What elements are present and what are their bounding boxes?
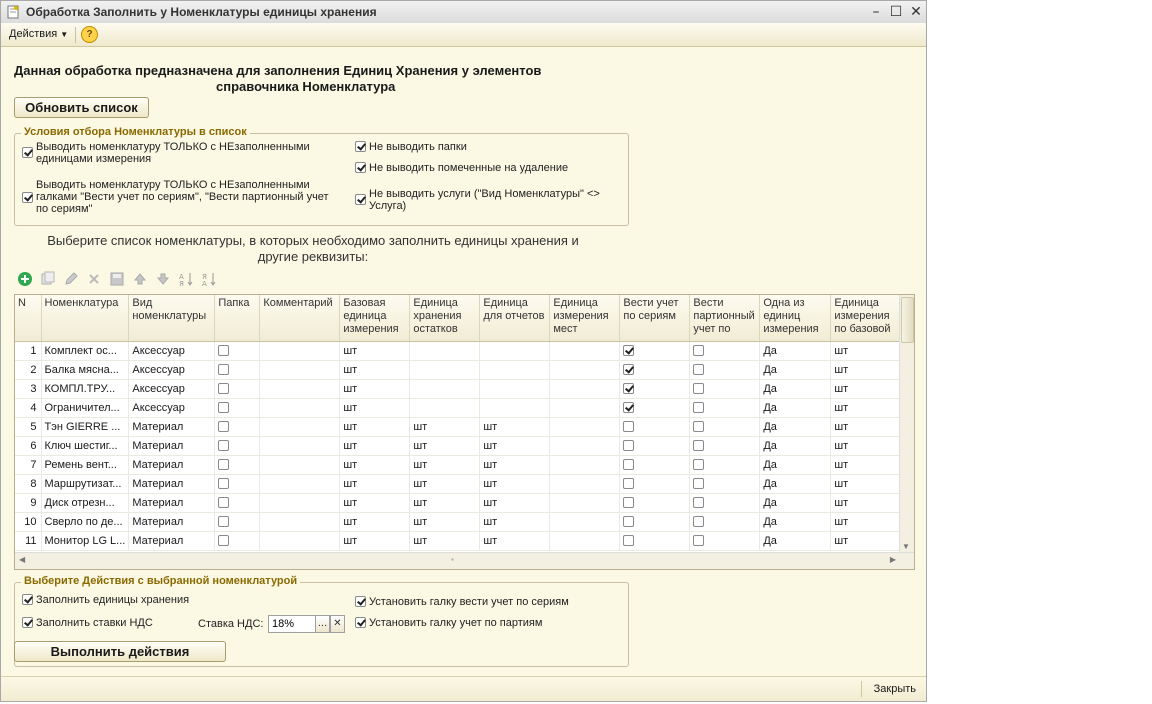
batch-checkbox[interactable] xyxy=(693,440,704,451)
cell-folder[interactable] xyxy=(215,512,260,531)
batch-checkbox[interactable] xyxy=(693,516,704,527)
table-row[interactable] xyxy=(15,531,901,550)
cell-n[interactable]: 8 xyxy=(15,474,41,493)
cell-kind[interactable]: Материал xyxy=(129,474,215,493)
separator xyxy=(861,681,862,697)
set-series-checkbox[interactable] xyxy=(355,596,366,607)
cell-by-base[interactable]: шт xyxy=(831,398,901,417)
cell-n[interactable]: 4 xyxy=(15,398,41,417)
scroll-grip-icon: ▪ xyxy=(451,555,454,564)
cell-base-unit[interactable]: шт xyxy=(340,417,410,436)
cell-name[interactable]: Ремень вент... xyxy=(41,455,129,474)
cell-series[interactable] xyxy=(620,436,690,455)
table-row[interactable] xyxy=(15,474,901,493)
cell-n[interactable]: 5 xyxy=(15,417,41,436)
filter-unfilled-units-checkbox[interactable] xyxy=(22,147,33,158)
cell-places-unit[interactable] xyxy=(550,493,620,512)
cell-comment[interactable] xyxy=(260,493,340,512)
cell-report-unit[interactable]: шт xyxy=(480,512,550,531)
cell-kind[interactable]: Аксессуар xyxy=(129,341,215,360)
cell-places-unit[interactable] xyxy=(550,398,620,417)
series-checkbox[interactable] xyxy=(623,516,634,527)
cell-storage-unit[interactable]: шт xyxy=(410,417,480,436)
cell-report-unit[interactable] xyxy=(480,360,550,379)
cell-kind[interactable]: Материал xyxy=(129,493,215,512)
table-row[interactable] xyxy=(15,379,901,398)
svg-text:A: A xyxy=(202,280,207,287)
svg-text:A: A xyxy=(179,273,184,281)
cell-places-unit[interactable] xyxy=(550,531,620,550)
folder-checkbox[interactable] xyxy=(218,497,229,508)
table-row[interactable] xyxy=(15,493,901,512)
fill-vat-checkbox[interactable] xyxy=(22,617,33,628)
choose-list-line-1: Выберите список номенклатуры, в которых необходимо заполнить единицы хранения и xyxy=(47,233,579,248)
hide-services-label: Не выводить услуги ("Вид Номенклатуры" <> Услуга) xyxy=(369,188,600,212)
cell-n[interactable]: 2 xyxy=(15,360,41,379)
cell-places-unit[interactable] xyxy=(550,417,620,436)
cell-name[interactable]: Ключ шестиг... xyxy=(41,436,129,455)
cell-comment[interactable] xyxy=(260,417,340,436)
cell-one-of[interactable]: Да xyxy=(760,474,831,493)
filter-unfilled-flags-label: Выводить номенклатуру ТОЛЬКО с НЕзаполненными галками "Вести учет по сериям", "Вести партионный учет по сериям" xyxy=(36,179,329,215)
minimize-icon[interactable]: – xyxy=(872,4,880,20)
cell-places-unit[interactable] xyxy=(550,379,620,398)
cell-base-unit[interactable]: шт xyxy=(340,531,410,550)
hide-folders-checkbox[interactable] xyxy=(355,141,366,152)
svg-text:Я: Я xyxy=(202,273,207,281)
cell-batch[interactable] xyxy=(690,417,760,436)
cell-kind[interactable]: Материал xyxy=(129,417,215,436)
cell-one-of[interactable]: Да xyxy=(760,360,831,379)
series-checkbox[interactable] xyxy=(623,478,634,489)
cell-n[interactable]: 1 xyxy=(15,341,41,360)
cell-name[interactable]: Ограничител... xyxy=(41,398,129,417)
cell-batch[interactable] xyxy=(690,455,760,474)
col-header-one-of[interactable]: Одна из единиц измерения xyxy=(760,295,831,341)
cell-base-unit[interactable]: шт xyxy=(340,474,410,493)
cell-storage-unit[interactable]: шт xyxy=(410,493,480,512)
table-header xyxy=(15,295,901,341)
run-actions-button[interactable]: Выполнить действия xyxy=(14,641,226,662)
cell-by-base[interactable]: шт xyxy=(831,493,901,512)
batch-checkbox[interactable] xyxy=(693,345,704,356)
hide-deleted-checkbox[interactable] xyxy=(355,162,366,173)
vertical-scrollbar[interactable] xyxy=(899,295,914,553)
svg-text:Я: Я xyxy=(179,280,184,287)
cell-batch[interactable] xyxy=(690,531,760,550)
cell-name[interactable]: КОМПЛ.ТРУ... xyxy=(41,379,129,398)
cell-n[interactable]: 7 xyxy=(15,455,41,474)
cell-batch[interactable] xyxy=(690,341,760,360)
col-header-places-unit[interactable]: Единица измерения мест xyxy=(550,295,620,341)
cell-places-unit[interactable] xyxy=(550,436,620,455)
cell-storage-unit[interactable]: шт xyxy=(410,455,480,474)
cell-series[interactable] xyxy=(620,379,690,398)
cell-storage-unit[interactable] xyxy=(410,341,480,360)
separator xyxy=(75,27,76,43)
save-icon[interactable] xyxy=(109,271,125,287)
cell-storage-unit[interactable] xyxy=(410,360,480,379)
col-header-by-base[interactable]: Единица измерения по базовой xyxy=(831,295,901,341)
fill-vat-label: Заполнить ставки НДС xyxy=(36,617,153,629)
cell-batch[interactable] xyxy=(690,398,760,417)
command-bar xyxy=(1,23,926,47)
cell-name[interactable]: Сверло по де... xyxy=(41,512,129,531)
vat-rate-input[interactable] xyxy=(268,615,318,633)
cell-report-unit[interactable]: шт xyxy=(480,493,550,512)
table-row[interactable] xyxy=(15,398,901,417)
delete-icon[interactable] xyxy=(86,271,102,287)
cell-kind[interactable]: Аксессуар xyxy=(129,379,215,398)
table xyxy=(15,295,901,551)
cell-one-of[interactable]: Да xyxy=(760,341,831,360)
cell-folder[interactable] xyxy=(215,531,260,550)
cell-folder[interactable] xyxy=(215,455,260,474)
cell-by-base[interactable]: шт xyxy=(831,531,901,550)
cell-base-unit[interactable]: шт xyxy=(340,341,410,360)
document-icon xyxy=(7,5,19,19)
folder-checkbox[interactable] xyxy=(218,402,229,413)
cell-kind[interactable]: Материал xyxy=(129,436,215,455)
cell-batch[interactable] xyxy=(690,493,760,512)
series-checkbox[interactable] xyxy=(623,383,634,394)
cell-series[interactable] xyxy=(620,455,690,474)
cell-folder[interactable] xyxy=(215,436,260,455)
series-checkbox[interactable] xyxy=(623,421,634,432)
folder-checkbox[interactable] xyxy=(218,516,229,527)
cell-storage-unit[interactable]: шт xyxy=(410,474,480,493)
series-checkbox[interactable] xyxy=(623,345,634,356)
series-checkbox[interactable] xyxy=(623,459,634,470)
cell-one-of[interactable]: Да xyxy=(760,398,831,417)
series-checkbox[interactable] xyxy=(623,402,634,413)
folder-checkbox[interactable] xyxy=(218,459,229,470)
folder-checkbox[interactable] xyxy=(218,421,229,432)
table-row[interactable] xyxy=(15,417,901,436)
cell-kind[interactable]: Материал xyxy=(129,455,215,474)
status-bar xyxy=(1,676,926,701)
set-batch-checkbox[interactable] xyxy=(355,617,366,628)
cell-storage-unit[interactable] xyxy=(410,398,480,417)
table-row[interactable] xyxy=(15,512,901,531)
cell-places-unit[interactable] xyxy=(550,512,620,531)
cell-name[interactable]: Балка мясна... xyxy=(41,360,129,379)
cell-comment[interactable] xyxy=(260,474,340,493)
maximize-icon[interactable]: ☐ xyxy=(889,4,903,20)
cell-storage-unit[interactable]: шт xyxy=(410,512,480,531)
cell-base-unit[interactable]: шт xyxy=(340,360,410,379)
cell-folder[interactable] xyxy=(215,360,260,379)
chevron-down-icon: ▼ xyxy=(60,30,69,39)
col-header-report-unit[interactable]: Единица для отчетов xyxy=(480,295,550,341)
actions-group-legend: Выберите Действия с выбранной номенклатурой xyxy=(21,575,300,587)
fill-units-label: Заполнить единицы хранения xyxy=(36,594,190,606)
cell-by-base[interactable]: шт xyxy=(831,455,901,474)
cell-batch[interactable] xyxy=(690,474,760,493)
cell-one-of[interactable]: Да xyxy=(760,379,831,398)
cell-storage-unit[interactable] xyxy=(410,379,480,398)
cell-series[interactable] xyxy=(620,493,690,512)
cell-by-base[interactable]: шт xyxy=(831,417,901,436)
folder-checkbox[interactable] xyxy=(218,440,229,451)
cell-report-unit[interactable] xyxy=(480,398,550,417)
cell-one-of[interactable]: Да xyxy=(760,436,831,455)
set-series-label: Установить галку вести учет по сериям xyxy=(369,596,569,608)
cell-report-unit[interactable] xyxy=(480,341,550,360)
intro-line-2: справочника Номенклатура xyxy=(216,79,396,94)
scroll-thumb[interactable] xyxy=(901,297,914,343)
cell-batch[interactable] xyxy=(690,512,760,531)
cell-comment[interactable] xyxy=(260,379,340,398)
cell-folder[interactable] xyxy=(215,341,260,360)
cell-series[interactable] xyxy=(620,360,690,379)
cell-kind[interactable]: Аксессуар xyxy=(129,398,215,417)
filter-group-legend: Условия отбора Номенклатуры в список xyxy=(21,126,250,138)
cell-folder[interactable] xyxy=(215,474,260,493)
hide-services-checkbox[interactable] xyxy=(355,194,366,205)
cell-one-of[interactable]: Да xyxy=(760,493,831,512)
cell-by-base[interactable]: шт xyxy=(831,512,901,531)
cell-batch[interactable] xyxy=(690,436,760,455)
cell-n[interactable]: 10 xyxy=(15,512,41,531)
cell-report-unit[interactable] xyxy=(480,379,550,398)
cell-n[interactable]: 11 xyxy=(15,531,41,550)
cell-comment[interactable] xyxy=(260,398,340,417)
cell-kind[interactable]: Материал xyxy=(129,512,215,531)
hide-folders-label: Не выводить папки xyxy=(369,141,467,153)
cell-by-base[interactable]: шт xyxy=(831,474,901,493)
cell-places-unit[interactable] xyxy=(550,341,620,360)
batch-checkbox[interactable] xyxy=(693,364,704,375)
copy-icon[interactable] xyxy=(40,271,56,287)
cell-series[interactable] xyxy=(620,474,690,493)
choose-list-line-2: другие реквизиты: xyxy=(257,249,369,264)
cell-kind[interactable]: Аксессуар xyxy=(129,360,215,379)
cell-n[interactable]: 6 xyxy=(15,436,41,455)
cell-report-unit[interactable]: шт xyxy=(480,417,550,436)
cell-comment[interactable] xyxy=(260,531,340,550)
col-header-base-unit[interactable]: Базовая единица измерения xyxy=(340,295,410,341)
batch-checkbox[interactable] xyxy=(693,497,704,508)
cell-one-of[interactable]: Да xyxy=(760,531,831,550)
fill-units-checkbox[interactable] xyxy=(22,594,33,605)
cell-comment[interactable] xyxy=(260,455,340,474)
cell-report-unit[interactable]: шт xyxy=(480,474,550,493)
cell-by-base[interactable]: шт xyxy=(831,360,901,379)
cell-by-base[interactable]: шт xyxy=(831,436,901,455)
edit-icon[interactable] xyxy=(63,271,79,287)
table-row[interactable] xyxy=(15,341,901,360)
col-header-comment[interactable]: Комментарий xyxy=(260,295,340,341)
cell-folder[interactable] xyxy=(215,379,260,398)
cell-series[interactable] xyxy=(620,512,690,531)
cell-comment[interactable] xyxy=(260,360,340,379)
cell-storage-unit[interactable]: шт xyxy=(410,436,480,455)
cell-report-unit[interactable]: шт xyxy=(480,455,550,474)
cell-batch[interactable] xyxy=(690,360,760,379)
filter-unfilled-units-label: Выводить номенклатуру ТОЛЬКО с НЕзаполненными единицами измерения xyxy=(36,141,310,165)
cell-batch[interactable] xyxy=(690,379,760,398)
cell-places-unit[interactable] xyxy=(550,474,620,493)
batch-checkbox[interactable] xyxy=(693,459,704,470)
move-up-icon[interactable] xyxy=(132,271,148,287)
cell-comment[interactable] xyxy=(260,512,340,531)
filter-unfilled-flags-checkbox[interactable] xyxy=(22,192,33,203)
cell-base-unit[interactable]: шт xyxy=(340,398,410,417)
clear-icon[interactable]: ✕ xyxy=(330,615,345,633)
sort-asc-icon[interactable] xyxy=(178,271,194,287)
title-bar xyxy=(1,1,926,24)
horizontal-scrollbar[interactable] xyxy=(15,552,914,569)
scroll-down-icon[interactable]: ▼ xyxy=(902,542,910,551)
scroll-left-icon[interactable]: ◀ xyxy=(19,555,26,564)
cell-series[interactable] xyxy=(620,398,690,417)
hide-deleted-label: Не выводить помеченные на удаление xyxy=(369,162,569,174)
folder-checkbox[interactable] xyxy=(218,364,229,375)
cell-places-unit[interactable] xyxy=(550,360,620,379)
cell-name[interactable]: Монитор LG L... xyxy=(41,531,129,550)
add-icon[interactable] xyxy=(17,271,33,287)
cell-one-of[interactable]: Да xyxy=(760,417,831,436)
table-row[interactable] xyxy=(15,455,901,474)
actions-menu[interactable]: Действия ▼ xyxy=(9,28,69,40)
cell-kind[interactable]: Материал xyxy=(129,531,215,550)
cell-base-unit[interactable]: шт xyxy=(340,379,410,398)
window-title: Обработка Заполнить у Номенклатуры единицы хранения xyxy=(26,5,377,19)
table-row[interactable] xyxy=(15,360,901,379)
col-header-series[interactable]: Вести учет по сериям xyxy=(620,295,690,341)
batch-checkbox[interactable] xyxy=(693,478,704,489)
intro-line-1: Данная обработка предназначена для заполнения Единиц Хранения у элементов xyxy=(14,63,542,78)
cell-comment[interactable] xyxy=(260,436,340,455)
cell-folder[interactable] xyxy=(215,493,260,512)
cell-folder[interactable] xyxy=(215,417,260,436)
col-header-folder[interactable]: Папка xyxy=(215,295,260,341)
help-icon[interactable]: ? xyxy=(81,26,98,43)
select-more-icon[interactable]: … xyxy=(315,615,330,633)
folder-checkbox[interactable] xyxy=(218,535,229,546)
cell-n[interactable]: 3 xyxy=(15,379,41,398)
col-header-batch[interactable]: Вести партионный учет по xyxy=(690,295,760,341)
cell-series[interactable] xyxy=(620,341,690,360)
cell-by-base[interactable]: шт xyxy=(831,379,901,398)
vat-rate-label: Ставка НДС: xyxy=(198,618,264,630)
move-down-icon[interactable] xyxy=(155,271,171,287)
cell-one-of[interactable]: Да xyxy=(760,455,831,474)
cell-places-unit[interactable] xyxy=(550,455,620,474)
cell-n[interactable]: 9 xyxy=(15,493,41,512)
close-icon[interactable]: ✕ xyxy=(910,4,922,20)
nomenclature-table[interactable] xyxy=(14,294,915,570)
series-checkbox[interactable] xyxy=(623,364,634,375)
cell-comment[interactable] xyxy=(260,341,340,360)
col-header-name[interactable]: Номенклатура xyxy=(41,295,129,341)
series-checkbox[interactable] xyxy=(623,535,634,546)
cell-base-unit[interactable]: шт xyxy=(340,436,410,455)
cell-base-unit[interactable]: шт xyxy=(340,455,410,474)
batch-checkbox[interactable] xyxy=(693,535,704,546)
scroll-right-icon[interactable]: ▶ xyxy=(889,555,896,564)
col-header-storage-unit[interactable]: Единица хранения остатков xyxy=(410,295,480,341)
cell-name[interactable]: Комплект ос... xyxy=(41,341,129,360)
batch-checkbox[interactable] xyxy=(693,402,704,413)
series-checkbox[interactable] xyxy=(623,440,634,451)
refresh-list-button[interactable]: Обновить список xyxy=(14,97,149,118)
cell-series[interactable] xyxy=(620,531,690,550)
col-header-n[interactable]: N xyxy=(15,295,41,341)
cell-name[interactable]: Тэн GIERRE ... xyxy=(41,417,129,436)
sort-desc-icon[interactable] xyxy=(201,271,217,287)
cell-name[interactable]: Диск отрезн... xyxy=(41,493,129,512)
batch-checkbox[interactable] xyxy=(693,421,704,432)
cell-report-unit[interactable]: шт xyxy=(480,436,550,455)
cell-folder[interactable] xyxy=(215,398,260,417)
col-header-kind[interactable]: Вид номенклатуры xyxy=(129,295,215,341)
cell-series[interactable] xyxy=(620,417,690,436)
close-button[interactable]: Закрыть xyxy=(873,683,916,695)
cell-base-unit[interactable]: шт xyxy=(340,512,410,531)
series-checkbox[interactable] xyxy=(623,497,634,508)
cell-by-base[interactable]: шт xyxy=(831,341,901,360)
set-batch-label: Установить галку учет по партиям xyxy=(369,617,543,629)
folder-checkbox[interactable] xyxy=(218,383,229,394)
folder-checkbox[interactable] xyxy=(218,478,229,489)
cell-storage-unit[interactable]: шт xyxy=(410,531,480,550)
cell-base-unit[interactable]: шт xyxy=(340,493,410,512)
folder-checkbox[interactable] xyxy=(218,345,229,356)
batch-checkbox[interactable] xyxy=(693,383,704,394)
cell-report-unit[interactable]: шт xyxy=(480,531,550,550)
cell-one-of[interactable]: Да xyxy=(760,512,831,531)
table-row[interactable] xyxy=(15,436,901,455)
cell-name[interactable]: Маршрутизат... xyxy=(41,474,129,493)
